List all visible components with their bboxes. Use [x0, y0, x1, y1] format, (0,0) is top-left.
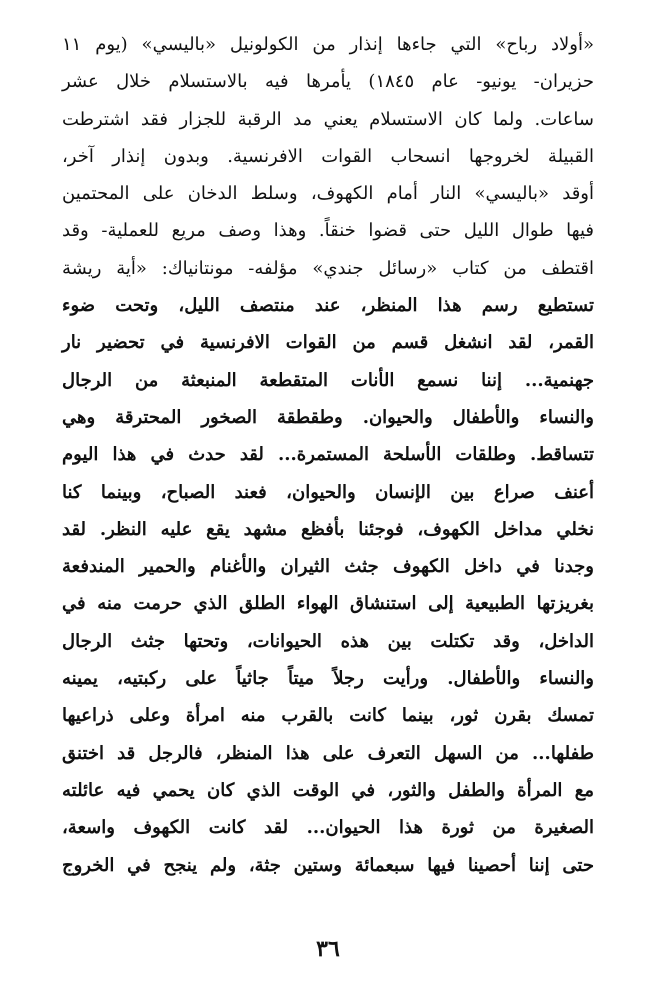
text-line: أوقد «باليسي» النار أمام الكهوف، وسلط الدخان على المحتمين — [62, 183, 594, 205]
text-line: ساعات. ولما كان الاستسلام يعني مد الرقبة للجزار فقد اشترطت — [62, 108, 594, 130]
quote-line: تستطيع رسم هذا المنظر، عند منتصف الليل، وتحت ضوء — [62, 295, 594, 317]
quote-line: طفلها... من السهل التعرف على هذا المنظر، فالرجل قد اختنق — [62, 742, 594, 764]
quote-line: مع المرأة والطفل والثور، في الوقت الذي كان يحمي فيه عائلته — [62, 779, 594, 801]
quote-line: الصغيرة من ثورة هذا الحيوان... لقد كانت الكهوف واسعة، — [62, 817, 594, 839]
text-line: اقتطف من كتاب «رسائل جندي» مؤلفه- مونتانياك: «أية ريشة — [62, 257, 594, 279]
quote-line: نخلي مداخل الكهوف، فوجئنا بأفظع مشهد يقع عليه النظر. لقد — [62, 518, 594, 540]
quote-line: بغريزتها الطبيعية إلى استنشاق الهواء الطلق الذي حرمت منه في — [62, 593, 594, 615]
text-line: القبيلة لخروجها انسحاب القوات الافرنسية. وبدون إنذار آخر، — [62, 145, 594, 167]
quote-line: وجدنا في داخل الكهوف جثث الثيران والأغنام والحمير المندفعة — [62, 556, 594, 578]
quote-line: جهنمية... إننا نسمع الأنات المتقطعة المنبعثة من الرجال — [62, 369, 594, 391]
text-line: حزيران- يونيو- عام ١٨٤٥) يأمرها فيه بالاستسلام خلال عشر — [62, 71, 594, 93]
quote-line: تتساقط. وطلقات الأسلحة المستمرة... لقد حدث في هذا اليوم — [62, 444, 594, 466]
page-number: ٣٦ — [316, 936, 340, 962]
text-line: فيها طوال الليل حتى قضوا خنقاً. وهذا وصف مريع للعملية- وقد — [62, 220, 594, 242]
quote-line: أعنف صراع بين الإنسان والحيوان، فعند الصباح، وبينما كنا — [62, 481, 594, 503]
body-text — [62, 26, 594, 884]
quote-line: حتى إننا أحصينا فيها سبعمائة وستين جثة، ولم ينجح في الخروج — [62, 854, 594, 876]
quote-line: القمر، لقد انشغل قسم من القوات الافرنسية في تحضير نار — [62, 332, 594, 354]
text-line: «أولاد رباح» التي جاءها إنذار من الكولونيل «باليسي» (يوم ١١ — [62, 34, 594, 55]
quote-line: والنساء والأطفال والحيوان. وطقطقة الصخور المحترقة وهي — [62, 406, 594, 428]
book-page — [62, 26, 594, 986]
quote-line: والنساء والأطفال. ورأيت رجلاً ميتاً جاثياً على ركبتيه، يمينه — [62, 668, 594, 690]
quote-line: الداخل، وقد تكتلت بين هذه الحيوانات، وتحتها جثث الرجال — [62, 630, 594, 652]
quote-line: تمسك بقرن ثور، بينما كانت بالقرب منه امرأة وعلى ذراعيها — [62, 705, 594, 727]
